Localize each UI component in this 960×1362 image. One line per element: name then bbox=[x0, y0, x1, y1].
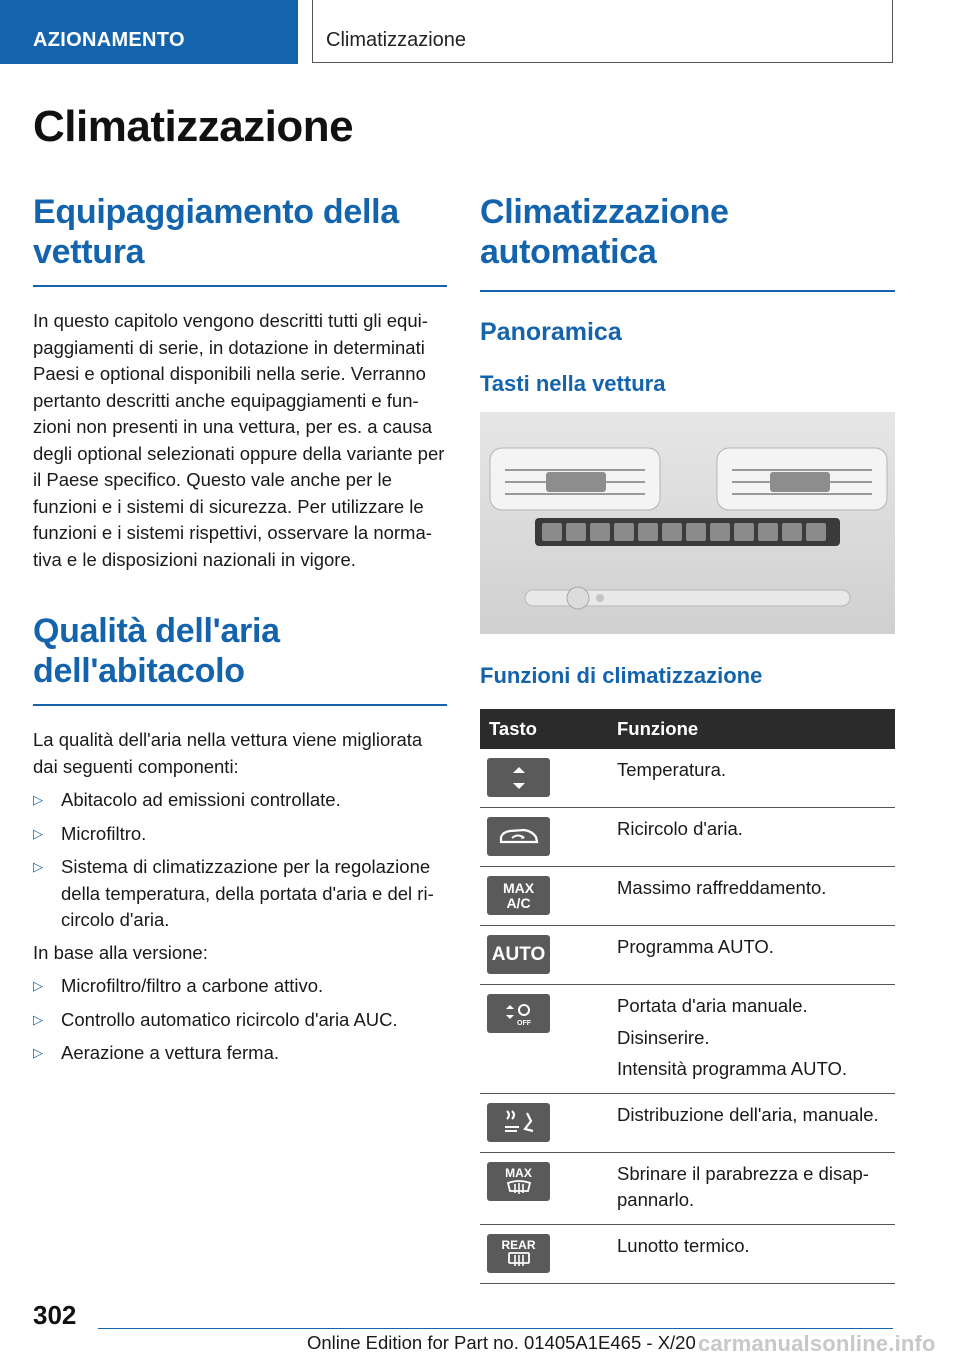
version-list bbox=[33, 973, 447, 1067]
table-row bbox=[480, 867, 895, 926]
heading-rule bbox=[33, 704, 447, 706]
fan-off-icon bbox=[487, 994, 550, 1033]
list-item bbox=[33, 973, 447, 1000]
triangle-bullet-icon: ▷ bbox=[33, 859, 43, 874]
table-row bbox=[480, 808, 895, 867]
triangle-bullet-icon: ▷ bbox=[33, 1011, 43, 1027]
list-item-text: Sistema di climatizzazione per la regolazione della temperatura, della portata d'aria e del ricircolo d'aria. bbox=[61, 856, 434, 930]
list-item-text: Microfiltro. bbox=[61, 822, 147, 844]
function-text: Portata d'aria manuale. bbox=[617, 995, 808, 1016]
air-quality-list bbox=[33, 787, 447, 934]
triangle-bullet-icon: ▷ bbox=[33, 792, 43, 807]
list-item-text: Microfiltro/filtro a carbone attivo. bbox=[61, 975, 324, 996]
table-row bbox=[480, 1093, 895, 1152]
function-text: Massimo raffreddamento. bbox=[617, 877, 827, 898]
footer-rule bbox=[98, 1328, 893, 1329]
chapter-box bbox=[312, 0, 893, 63]
table-row bbox=[480, 1224, 895, 1283]
column-header-key: Tasto bbox=[480, 709, 617, 749]
list-item bbox=[33, 854, 447, 934]
heading-rule bbox=[33, 285, 447, 287]
table-row bbox=[480, 926, 895, 985]
version-intro: In base alla versione: bbox=[33, 941, 208, 963]
section-tab bbox=[0, 0, 298, 64]
list-item-text: Controllo automatico ricircolo d'aria AUC. bbox=[61, 1008, 398, 1030]
function-text: Intensità programma AUTO. bbox=[617, 1058, 847, 1079]
column-header-function: Funzione bbox=[617, 709, 895, 749]
auto-program-icon: AUTO bbox=[487, 935, 550, 974]
svg-text:OFF: OFF bbox=[516, 1019, 531, 1027]
right-column bbox=[480, 192, 895, 1284]
temperature-arrows-icon bbox=[487, 758, 550, 797]
list-item bbox=[33, 1040, 447, 1067]
equipment-heading: Equipaggiamento della vettura bbox=[33, 193, 399, 271]
watermark: carmanualsonline.info bbox=[698, 1331, 936, 1356]
function-text: Sbrinare il parabrezza e disappannarlo. bbox=[617, 1162, 869, 1210]
table-row bbox=[480, 985, 895, 1094]
table-row bbox=[480, 1152, 895, 1224]
function-text: Temperatura. bbox=[617, 759, 726, 780]
auto-climate-heading: Climatizzazione automatica bbox=[480, 193, 729, 271]
list-item bbox=[33, 821, 447, 848]
air-quality-heading: Qualità dell'aria dell'abitacolo bbox=[33, 612, 280, 690]
page-number: 302 bbox=[33, 1300, 77, 1330]
climate-panel-photo bbox=[480, 412, 895, 634]
max-ac-icon: MAX A/C bbox=[487, 876, 550, 915]
function-text: Lunotto termico. bbox=[617, 1234, 750, 1256]
list-item-text: Aerazione a vettura ferma. bbox=[61, 1042, 279, 1063]
section-label: AZIONAMENTO bbox=[33, 29, 185, 51]
buttons-heading: Tasti nella vettura bbox=[480, 371, 666, 396]
heading-rule bbox=[480, 290, 895, 292]
edition-text: Online Edition for Part no. 01405A1E465 - X/20 bbox=[307, 1332, 696, 1353]
chapter-label: Climatizzazione bbox=[326, 29, 467, 51]
functions-heading: Funzioni di climatizzazione bbox=[480, 663, 763, 688]
air-quality-intro: La qualità dell'aria nella vettura viene migliorata dai seguenti componenti: bbox=[33, 729, 423, 777]
function-text: Distribuzione dell'aria, manuale. bbox=[617, 1103, 879, 1125]
overview-heading: Panoramica bbox=[480, 318, 622, 346]
table-header-row bbox=[480, 709, 895, 749]
function-text: Programma AUTO. bbox=[617, 936, 774, 957]
page-title: Climatizzazione bbox=[33, 102, 354, 151]
list-item bbox=[33, 787, 447, 814]
triangle-bullet-icon: ▷ bbox=[33, 1045, 43, 1060]
function-text: Disinserire. bbox=[617, 1026, 710, 1048]
rear-window-defrost-icon: REAR bbox=[487, 1234, 550, 1273]
functions-table bbox=[480, 709, 895, 1284]
function-text: Ricircolo d'aria. bbox=[617, 818, 743, 839]
max-defrost-icon: MAX bbox=[487, 1162, 550, 1201]
left-column bbox=[33, 192, 447, 1067]
equipment-text: In questo capitolo vengono descritti tutti gli equipaggiamenti di serie, in dotazione in determinati Paesi e optional disponibili nella serie. Verranno pertanto descritti anche equipaggiamenti e funzioni non presenti in una vettura, per es. a causa degli optional selezionati oppure della variante per il Paese specifico. Questo vale anche per le funzioni e i sistemi di sicurezza. Per utilizzare le funzioni e i sistemi rispettivi, osservare la normativa e le disposizioni nazionali in vigore. bbox=[33, 310, 445, 570]
triangle-bullet-icon: ▷ bbox=[33, 978, 43, 993]
table-row bbox=[480, 749, 895, 808]
air-recirculation-icon bbox=[487, 817, 550, 856]
triangle-bullet-icon: ▷ bbox=[33, 825, 43, 841]
list-item bbox=[33, 1007, 447, 1034]
list-item-text: Abitacolo ad emissioni controllate. bbox=[61, 789, 341, 810]
air-distribution-icon bbox=[487, 1103, 550, 1142]
